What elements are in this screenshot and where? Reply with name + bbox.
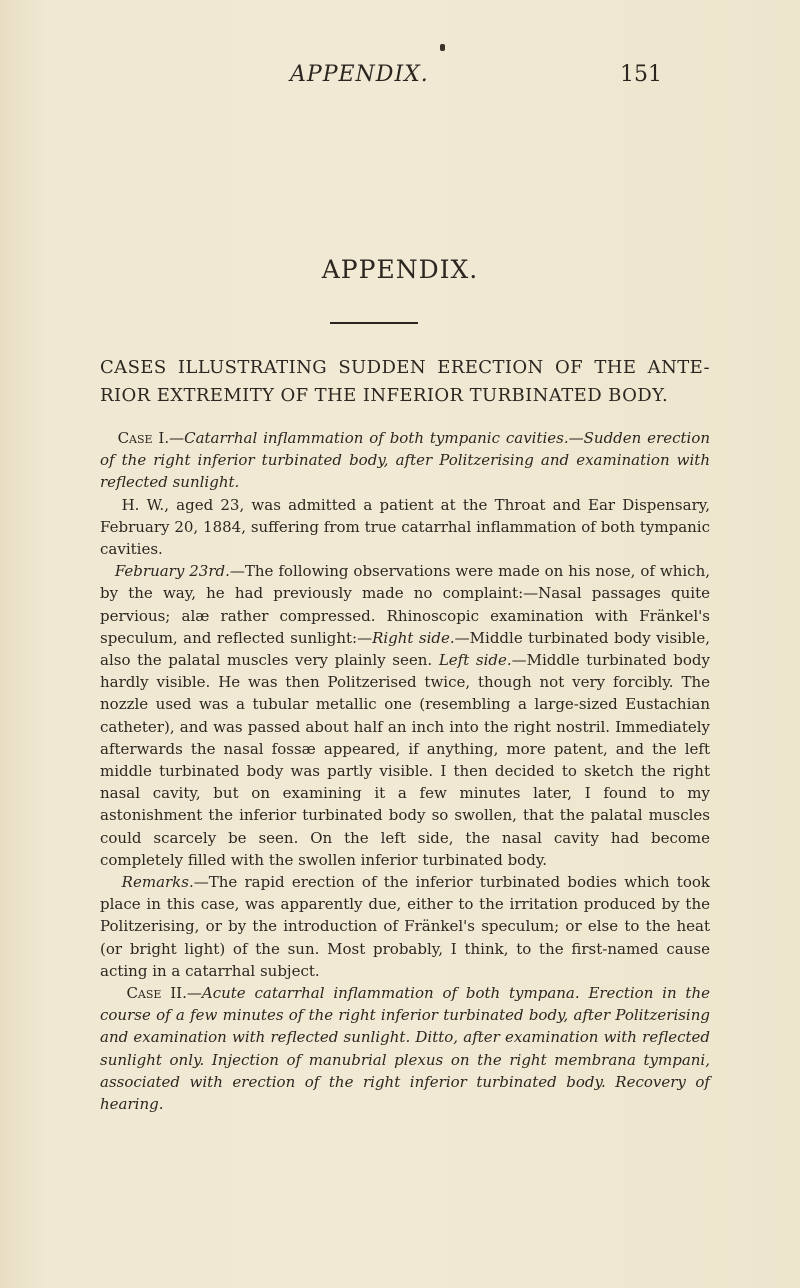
case-2-heading xyxy=(100,982,710,1115)
case-1-heading xyxy=(100,427,710,494)
paragraph-text: H. W., aged 23, was admitted a patient at the Throat and Ear Dispensary, February 20, 1884, suffering from true catarrhal inflammation of both tympanic cavities. xyxy=(100,495,710,559)
paragraph xyxy=(100,560,710,871)
body-text xyxy=(100,427,710,1115)
ink-speck xyxy=(440,44,445,51)
paragraph xyxy=(100,871,710,982)
paragraph-text: —Middle turbinated body visible, also the palatal muscles very plainly seen. xyxy=(100,628,710,670)
paragraph-text: —The rapid erection of the inferior turbinated bodies which took place in this case, was apparently due, either to the irritation produced by the Politzerising, or by the introduction of Fränkel's speculum; or else to the heat (or bright light) of the sun. Most probably, I think, to the first-named cause acting in a catarrhal subject. xyxy=(100,873,710,980)
running-head xyxy=(0,62,800,102)
paragraph-text: —Middle turbinated body hardly visible. He was then Politzerised twice, though not very forcibly. The nozzle used was a tubular metallic one (resembling a large-sized Eustachian catheter), and was passed about half an inch into the right nostril. Immediately afterwards the nasal fossæ appeared, if anything, more patent, and the left middle turbinated body was partly visible. I then decided to sketch the right nasal cavity, but on examining it a few minutes later, I found to my astonishment the inferior turbinated body so swollen, that the palatal muscles could scarcely be seen. On the left side, the nasal cavity had become completely filled with the swollen inferior turbinated body. xyxy=(100,651,710,869)
appendix-heading: APPENDIX. xyxy=(321,255,479,284)
page-number: 151 xyxy=(620,62,662,87)
side-label: Left side. xyxy=(438,651,512,670)
running-head-title: APPENDIX. xyxy=(290,62,429,87)
case-summary: —Acute catarrhal inflammation of both tympana. Erection in the course of a few minutes of the right inferior turbinated body, after Politzerising and examination with reflected sunlight. Ditto, after examination with reflected sunlight only. Injection of manubrial plexus on the right membrana tympani, associated with erection of the right inferior turbinated body. Recovery of hearing. xyxy=(100,984,710,1114)
paragraph-text: —The following observations were made on his nose, of which, by the way, he had previously made no complaint:—Nasal passages quite pervious; alæ rather compressed. Rhinoscopic examination with Fränkel's speculum, and reflected sunlight:— xyxy=(100,562,710,647)
case-label: Case I. xyxy=(117,429,170,447)
date-label: February 23rd. xyxy=(114,562,230,581)
case-summary: —Catarrhal inflammation of both tympanic cavities.—Sudden erection of the right inferior turbinated body, after Politzerising and examination with reflected sunlight. xyxy=(100,429,711,492)
remarks-label: Remarks. xyxy=(121,873,194,892)
section-title: CASES ILLUSTRATING SUDDEN ERECTION OF THE ANTE-RIOR EXTREMITY OF THE INFERIOR TURBINATED BODY. xyxy=(100,357,710,406)
case-label: Case II. xyxy=(126,984,187,1003)
side-label: Right side. xyxy=(372,628,455,647)
paragraph xyxy=(100,494,710,561)
heading-rule xyxy=(330,322,418,324)
